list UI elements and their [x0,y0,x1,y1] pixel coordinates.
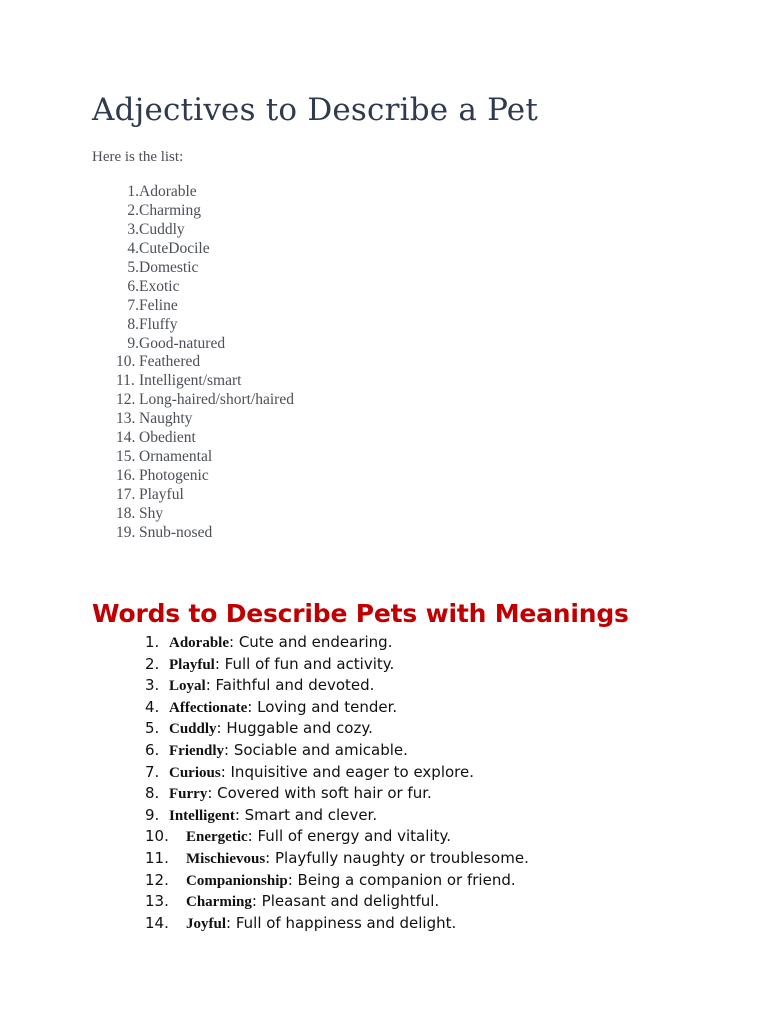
list-item [0,632,768,654]
definition: : Pleasant and delightful. [251,892,440,911]
list-item-text: Ornamental [139,448,213,466]
definition: : Sociable and amicable. [224,740,408,759]
definition: : Cute and endearing. [229,633,393,651]
definition: : Covered with soft hair or fur. [207,784,432,803]
list-item-text: Naughty [139,410,193,428]
list-item [92,202,294,221]
list-item [92,486,294,505]
list-item-number: 18. [116,504,136,522]
list-item [92,297,294,316]
list-item-number: 5. [145,719,160,738]
term: Adorable [169,635,229,651]
definition: : Full of fun and activity. [214,654,395,673]
list-item-number: 13. [116,410,136,428]
list-item-number: 3. [145,676,160,695]
list-item [92,240,294,259]
list-item [0,718,768,740]
list-item [0,826,768,848]
list-item-number: 13. [145,892,169,911]
list-item-number: 5. [127,258,139,276]
meanings-list [0,632,768,934]
term: Playful [169,656,215,673]
list-item [0,697,768,719]
list-item [92,372,294,391]
term: Charming [186,894,252,911]
definition: : Faithful and devoted. [205,676,375,695]
list-item-number: 10. [116,353,136,371]
term: Loyal [169,678,206,695]
definition: : Inquisitive and eager to explore. [220,762,475,781]
list-item-number: 8. [145,784,160,803]
list-item [92,524,294,543]
list-item-number: 12. [116,391,136,409]
list-item-text: Charming [139,201,201,219]
list-item [92,335,294,354]
list-item [92,316,294,335]
list-item [92,410,294,429]
list-item-text: Playful [139,486,184,503]
list-item [92,467,294,486]
list-item-number: 9. [145,805,160,824]
list-item-number: 2. [145,654,160,673]
list-item-number: 4. [145,697,160,716]
list-item-number: 7. [127,296,139,314]
list-item-text: Feathered [139,353,201,371]
list-item [0,848,768,870]
list-item-number: 6. [145,740,160,759]
list-item [92,221,294,240]
term: Curious [169,764,221,781]
list-item [92,183,294,202]
list-item-number: 9. [127,334,139,352]
list-item [0,870,768,892]
adjective-list [92,183,294,543]
definition: : Smart and clever. [234,805,378,824]
list-item-number: 3. [127,220,139,238]
list-item [0,805,768,827]
list-item [92,353,294,372]
list-item-number: 16. [116,467,136,485]
definition: : Full of happiness and delight. [226,913,457,932]
list-item [92,448,294,467]
term: Intelligent [169,807,235,824]
list-item-number: 6. [127,277,139,295]
list-item [0,891,768,913]
list-item-text: Long-haired/short/haired [139,391,294,409]
list-item [92,391,294,410]
list-item-text: Fluffy [139,315,178,333]
list-item-number: 4. [127,239,139,257]
list-item-text: Obedient [139,429,196,447]
term: Energetic [186,829,248,846]
list-item-text: Shy [139,504,164,522]
list-item-text: Feline [139,296,178,314]
definition: : Playfully naughty or troublesome. [265,848,529,867]
list-item [0,913,768,935]
list-item [0,762,768,784]
definition: : Being a companion or friend. [287,870,516,889]
term: Joyful [186,915,227,932]
list-item-number: 10. [145,827,169,846]
list-item-number: 11. [145,848,169,867]
list-item-text: Adorable [139,183,197,200]
list-item-text: Photogenic [139,467,209,485]
term: Mischievous [186,850,266,867]
list-item-number: 1. [127,183,139,200]
term: Friendly [169,742,224,759]
list-item-number: 12. [145,870,169,889]
list-item-number: 19. [116,523,136,541]
list-item [92,505,294,524]
term: Cuddly [169,721,217,738]
list-item-number: 8. [127,315,139,333]
list-item-number: 1. [145,633,160,651]
intro-text: Here is the list: [92,149,184,165]
list-item-text: Cuddly [139,220,185,238]
list-item-text: Snub-nosed [139,523,213,541]
list-item [0,740,768,762]
term: Affectionate [169,699,248,716]
list-item [92,429,294,448]
definition: : Full of energy and vitality. [247,827,451,846]
list-item-number: 11. [116,372,135,390]
list-item-number: 17. [116,486,136,503]
list-item [0,675,768,697]
list-item-text: Good-natured [139,334,226,352]
list-item-number: 14. [145,913,169,932]
section-heading: Words to Describe Pets with Meanings [92,599,629,628]
list-item-number: 2. [127,201,139,219]
list-item-text: Exotic [139,277,180,295]
list-item-number: 7. [145,762,160,781]
definition: : Loving and tender. [247,697,398,716]
term: Furry [169,786,208,803]
list-item-text: CuteDocile [139,239,210,257]
list-item [0,783,768,805]
list-item-text: Intelligent/smart [139,372,242,390]
term: Companionship [186,872,288,889]
list-item [92,259,294,278]
list-item-number: 15. [116,448,136,466]
definition: : Huggable and cozy. [216,719,373,738]
page-title: Adjectives to Describe a Pet [92,92,538,128]
list-item [92,278,294,297]
list-item-number: 14. [116,429,136,447]
list-item [0,654,768,676]
list-item-text: Domestic [139,258,199,276]
